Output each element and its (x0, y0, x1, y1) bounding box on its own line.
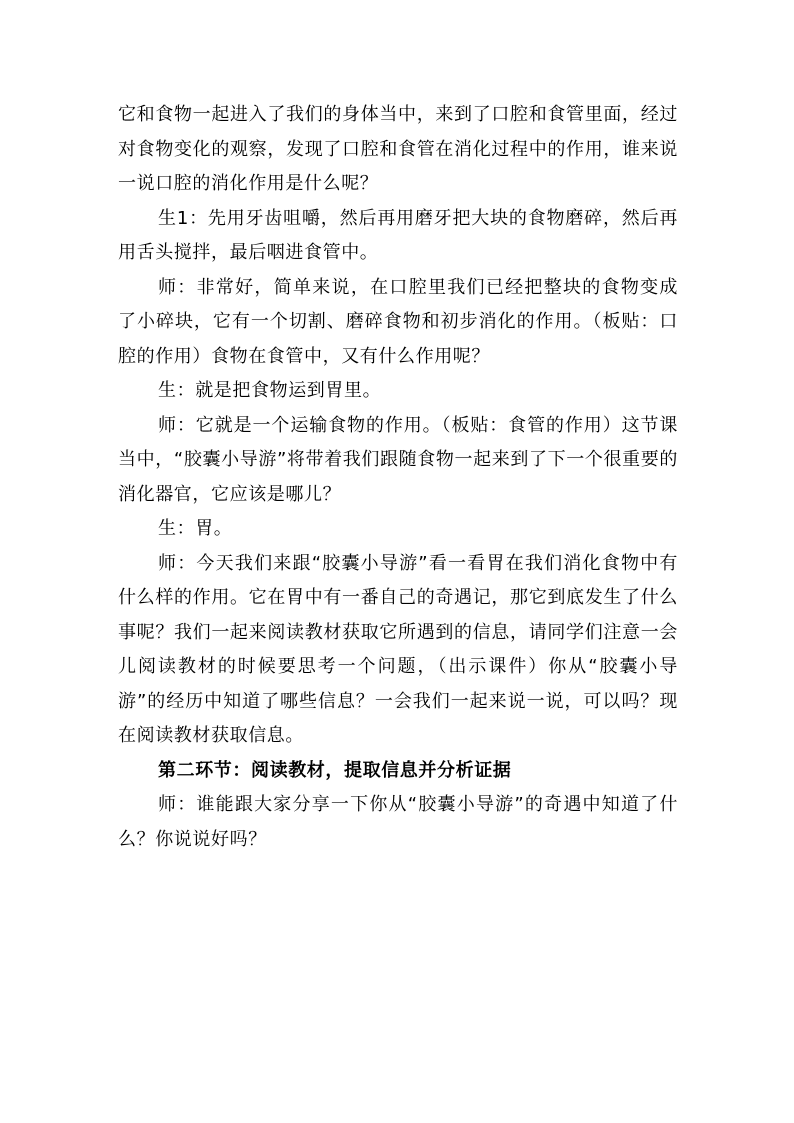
paragraph-student-1: 生1：先用牙齿咀嚼，然后再用磨牙把大块的食物磨碎，然后再用舌头搅拌，最后咽进食管中。 (118, 207, 678, 263)
paragraph-continuation: 它和食物一起进入了我们的身体当中，来到了口腔和食管里面，经过对食物变化的观察，发现了口腔和食管在消化过程中的作用，谁来说一说口腔的消化作用是什么呢？ (118, 104, 678, 194)
paragraph-teacher-esophagus: 师：它就是一个运输食物的作用。（板贴：食管的作用）这节课当中，“胶囊小导游”将带着我们跟随食物一起来到了下一个很重要的消化器官，它应该是哪儿？ (118, 414, 678, 505)
paragraph-teacher-mouth: 师：非常好，简单来说，在口腔里我们已经把整块的食物变成了小碎块，它有一个切割、磨碎食物和初步消化的作用。（板贴：口腔的作用）食物在食管中，又有什么作用呢？ (118, 276, 678, 367)
section-heading: 第二环节：阅读教材，提取信息并分析证据 (158, 759, 512, 781)
paragraph-student-stomach: 生：就是把食物运到胃里。 (158, 380, 382, 401)
paragraph-student-answer: 生：胃。 (158, 518, 233, 539)
document-page (118, 98, 678, 857)
paragraph-teacher-share: 师：谁能跟大家分享一下你从“胶囊小导游”的奇遇中知道了什么？你说说好吗？ (118, 794, 678, 850)
paragraph-teacher-reading: 师：今天我们来跟“胶囊小导游”看一看胃在我们消化食物中有什么样的作用。它在胃中有一番自己的奇遇记，那它到底发生了什么事呢？我们一起来阅读教材获取它所遇到的信息，请同学们注意一会儿阅读教材的时候要思考一个问题，（出示课件）你从“胶囊小导游”的经历中知道了哪些信息？一会我们一起来说一说，可以吗？现在阅读教材获取信息。 (118, 552, 678, 746)
